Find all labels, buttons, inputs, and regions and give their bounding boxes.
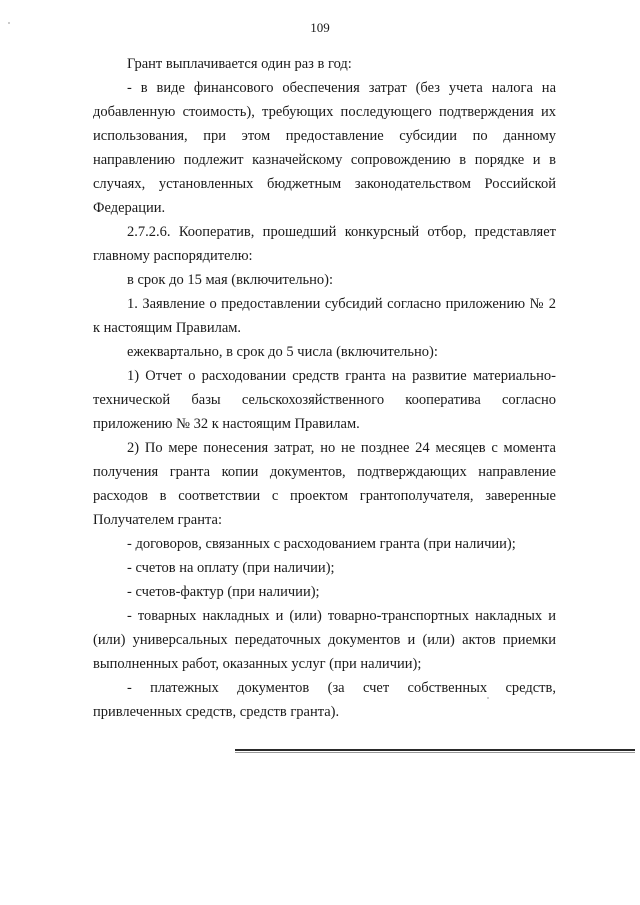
paragraph-11: - счетов-фактур (при наличии); bbox=[127, 584, 320, 600]
page-number: 109 bbox=[310, 20, 330, 35]
document-body bbox=[93, 52, 556, 724]
paragraph-2: - в виде финансового обеспечения затрат (без учета налога на добавленную стоимость), требующих последующего подтверждения их использования, при этом предоставление субсидии по данному направлению подлежит казначейскому сопровождению в порядке и в случаях, установленных бюджетным законодательством Российской Федерации. bbox=[93, 80, 556, 216]
paragraph-7: 1) Отчет о расходовании средств гранта на развитие материально-технической базы сельскохозяйственного кооператива согласно приложению № 32 к настоящим Правилам. bbox=[93, 368, 556, 432]
bottom-rule-shadow bbox=[235, 752, 635, 753]
bottom-rule bbox=[235, 749, 635, 751]
paragraph-5: 1. Заявление о предоставлении субсидий согласно приложению № 2 к настоящим Правилам. bbox=[93, 296, 556, 336]
paragraph-9: - договоров, связанных с расходованием гранта (при наличии); bbox=[127, 536, 516, 552]
paragraph-6: ежеквартально, в срок до 5 числа (включительно): bbox=[127, 344, 438, 360]
paragraph-10: - счетов на оплату (при наличии); bbox=[127, 560, 335, 576]
scan-speck bbox=[487, 697, 489, 699]
paragraph-1: Грант выплачивается один раз в год: bbox=[127, 56, 352, 72]
paragraph-8: 2) По мере понесения затрат, но не позднее 24 месяцев с момента получения гранта копии документов, подтверждающих направление расходов в соответствии с проектом грантополучателя, заверенные Получателем гранта: bbox=[93, 440, 556, 528]
paragraph-13: - платежных документов (за счет собственных средств, привлеченных средств, средств гранта). bbox=[93, 680, 556, 720]
paragraph-4: в срок до 15 мая (включительно): bbox=[127, 272, 334, 288]
paragraph-12: - товарных накладных и (или) товарно-транспортных накладных и (или) универсальных передаточных документов и (или) актов приемки выполненных работ, оказанных услуг (при наличии); bbox=[93, 608, 556, 672]
scan-speck bbox=[8, 22, 10, 24]
paragraph-3: 2.7.2.6. Кооператив, прошедший конкурсный отбор, представляет главному распорядителю: bbox=[93, 224, 556, 264]
